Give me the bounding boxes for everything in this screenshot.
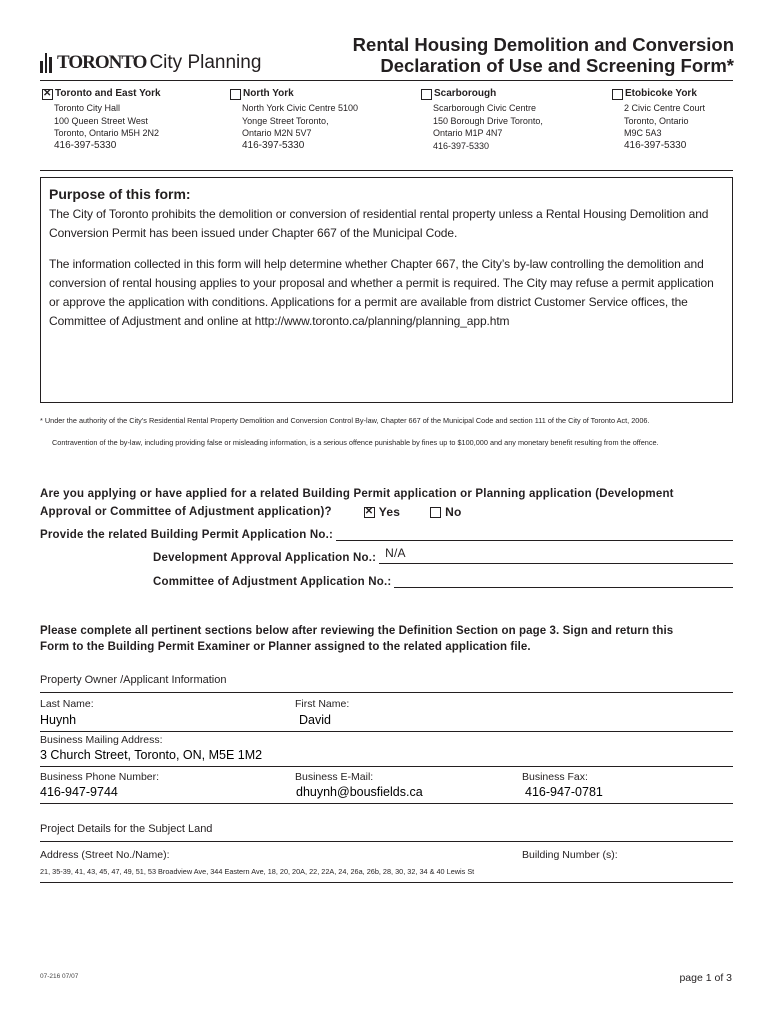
phone-label: Business Phone Number: <box>40 771 160 783</box>
office-toronto-east-york: ✕ Toronto and East York Toronto City Hall 100 Queen Street West Toronto, Ontario M5H 2N2 416-397-5330 <box>42 88 212 152</box>
email-label: Business E-Mail: <box>295 771 374 783</box>
no-checkbox[interactable] <box>430 507 441 518</box>
fax-value[interactable]: 416-947-0781 <box>525 785 603 799</box>
development-approval-label: Development Approval Application No.: <box>153 552 377 564</box>
office-checkbox-etobicoke-york[interactable] <box>612 89 623 100</box>
project-section-rule <box>40 841 733 842</box>
form-title: Rental Housing Demolition and Conversion Declaration of Use and Screening Form* <box>352 34 734 76</box>
city-logo <box>40 47 261 73</box>
owner-section-rule <box>40 692 733 693</box>
related-application-question: Are you applying or have applied for a related Building Permit application or Planning application (Development Approval or Committee of Adjustment application)? ✕ Yes No <box>40 485 740 521</box>
mailing-address-value[interactable]: 3 Church Street, Toronto, ON, M5E 1M2 <box>40 748 263 762</box>
owner-section-title: Property Owner /Applicant Information <box>40 674 227 686</box>
instructions: Please complete all pertinent sections below after reviewing the Definition Section on page 3. Sign and return this Form to the Building Permit Examiner or Planner assigned to the related application file. <box>40 625 674 653</box>
form-number: 07-216 07/07 <box>40 973 79 980</box>
project-section-title: Project Details for the Subject Land <box>40 823 213 835</box>
office-checkbox-north-york[interactable] <box>230 89 241 100</box>
purpose-heading: Purpose of this form: <box>49 186 191 202</box>
address-row-rule <box>40 766 733 767</box>
office-north-york: North York North York Civic Centre 5100 Yonge Street Toronto, Ontario M2N 5V7 416-397-5330 <box>230 88 400 152</box>
office-scarborough: Scarborough Scarborough Civic Centre 150 Borough Drive Toronto, Ontario M1P 4N7 416-397-5330 <box>421 88 591 152</box>
office-etobicoke-york: Etobicoke York 2 Civic Centre Court Toronto, Ontario M9C 5A3 416-397-5330 <box>612 88 770 152</box>
page-number: page 1 of 3 <box>679 972 732 984</box>
logo-subtitle: City Planning <box>149 52 262 73</box>
committee-adjustment-label: Committee of Adjustment Application No.: <box>153 576 392 588</box>
purpose-paragraph-2: The information collected in this form will help determine whether Chapter 667, the City’s by-law controlling the demolition and conversion of rental housing applies to your proposal and whether a permit is required. The City may refuse a permit application or approve the application with conditions. Applications for a permit are available from district Customer Service offices, the Committee of Adjustment and online at http://www.toronto.ca/planning/planning_app.htm <box>49 257 714 328</box>
no-option[interactable]: No <box>430 503 461 521</box>
yes-option[interactable]: ✕ Yes <box>364 503 400 521</box>
last-name-value[interactable]: Huynh <box>40 713 77 727</box>
offices-divider <box>40 170 733 171</box>
project-row-rule <box>40 882 733 883</box>
phone-value[interactable]: 416-947-9744 <box>40 785 118 799</box>
purpose-box <box>40 177 733 403</box>
name-row-rule <box>40 731 733 732</box>
footnote-contravention: Contravention of the by-law, including providing false or misleading information, is a serious offence punishable by fines up to $100,000 and any monetary benefit resulting from the offence. <box>52 438 659 447</box>
purpose-paragraph-1: The City of Toronto prohibits the demolition or conversion of residential rental property unless a Rental Housing Demolition and Conversion Permit has been issued under Chapter 667 of the Municipal Code. <box>49 207 709 240</box>
contact-row-rule <box>40 803 733 804</box>
yes-checkbox[interactable] <box>364 507 375 518</box>
footnote-authority: * Under the authority of the City’s Residential Rental Property Demolition and Conversion Control By-law, Chapter 667 of the Municipal Code and section 111 of the City of Toronto Act, 2006. <box>40 416 650 425</box>
city-hall-icon <box>40 51 54 73</box>
building-permit-label: Provide the related Building Permit Application No.: <box>40 529 334 541</box>
project-address-value[interactable]: 21, 35-39, 41, 43, 45, 47, 49, 51, 53 Broadview Ave, 344 Eastern Ave, 18, 20, 20A, 22, 22A, 24, 26a, 26b, 28, 30, 32, 34 & 40 Lewis St <box>40 867 475 876</box>
mailing-address-label: Business Mailing Address: <box>40 734 163 746</box>
development-approval-row <box>153 546 733 564</box>
header-divider <box>40 80 733 81</box>
logo-word: TORONTO <box>57 52 147 73</box>
development-approval-field[interactable]: N/A <box>379 550 733 564</box>
building-permit-field[interactable] <box>336 527 733 541</box>
first-name-label: First Name: <box>295 698 350 710</box>
building-number-label: Building Number (s): <box>522 849 618 861</box>
office-checkbox-scarborough[interactable] <box>421 89 432 100</box>
committee-adjustment-field[interactable] <box>394 574 733 588</box>
office-checkbox-toronto-east-york[interactable] <box>42 89 53 100</box>
last-name-label: Last Name: <box>40 698 94 710</box>
fax-label: Business Fax: <box>522 771 588 783</box>
email-value[interactable]: dhuynh@bousfields.ca <box>296 785 423 799</box>
committee-adjustment-row <box>153 574 733 588</box>
building-permit-row <box>40 527 733 541</box>
first-name-value[interactable]: David <box>299 713 331 727</box>
project-address-label: Address (Street No./Name): <box>40 849 170 861</box>
